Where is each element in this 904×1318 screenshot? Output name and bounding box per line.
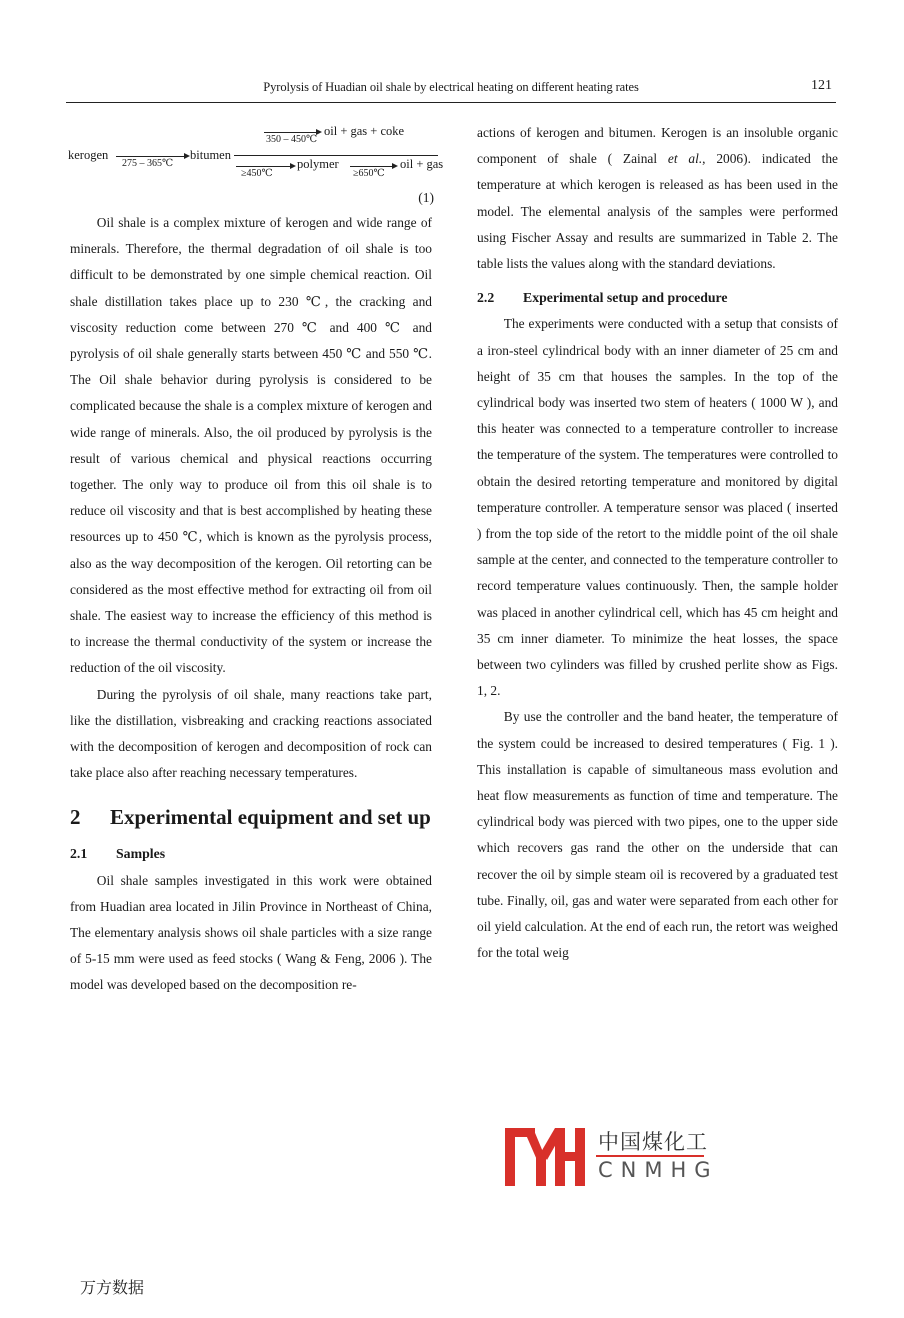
watermark-divider (596, 1155, 704, 1157)
header-rule (66, 102, 836, 103)
cnmhg-logo-icon (503, 1122, 587, 1186)
equation-number: (1) (418, 190, 434, 205)
text-run: , 2006). indicated the temperature at which kerogen is released as has been used in the model. The elemental analysis of the samples were performed using Fischer Assay and results are summarized in Table 2. The table lists the values along with the standard deviations. (477, 151, 838, 272)
arrow-icon (116, 156, 188, 157)
footer-brand: 万方数据 (80, 1278, 145, 1297)
eq-branch-bottom-intermediate: polymer (297, 157, 339, 171)
running-head (66, 78, 836, 98)
watermark-logo (503, 1122, 723, 1186)
eq-branch-bottom-condition: ≥450℃ (241, 168, 273, 179)
watermark-chinese: 中国煤化工 (596, 1126, 710, 1156)
paragraph: During the pyrolysis of oil shale, many reactions take part, like the distillation, visbreaking and cracking reactions associated with the decomposition of kerogen and decomposition of rock can take place also after reaching necessary temperatures. (70, 686, 432, 781)
paragraph: Oil shale is a complex mixture of kerogen and wide range of minerals. Therefore, the thermal degradation of oil shale is too difficult to be demonstrated by one simple chemical reaction. Oil shale distillation takes place up to 230 ℃, the cracking and viscosity reduction come between 270 ℃ and 400 ℃ and pyrolysis of oil shale generally starts between 450 ℃ and 550 ℃. The Oil shale behavior during pyrolysis is considered to be complicated because the shale is a complex mixture of kerogen and wide range of minerals. Also, the oil produced by pyrolysis is the result of various chemical and physical reactions occurring together. The only way to produce oil from this oil shale is to reduce oil viscosity and that is best accomplished by heating these resources up to 450 ℃, which is known as the pyrolysis process, also as the way decomposition of the kerogen. Oil retorting can be considered as the most effective method for extracting oil from oil shale. The easiest way to increase the efficiency of this method is to increase the thermal conductivity of the system or increase the reduction of the oil viscosity. (70, 215, 432, 676)
eq-reactant: kerogen (68, 148, 109, 162)
eq-branch-bottom-condition2: ≥650℃ (353, 168, 385, 179)
arrow-icon (350, 166, 396, 167)
eq-branch-top-product: oil + gas + coke (324, 124, 405, 138)
section-number: 2 (70, 805, 81, 830)
eq-intermediate: bitumen (190, 148, 231, 162)
branch-divider (234, 155, 438, 156)
eq-branch-top-condition: 350 – 450℃ (266, 134, 318, 145)
right-column (477, 120, 838, 967)
paragraph: By use the controller and the band heater, the temperature of the system could be increased to desired temperatures ( Fig. 1 ). This installation is capable of simultaneous mass evolution and heat flow measurements as function of time and temperature. The cylindrical body was pierced with two pipes, one to the upper side which recovers gas rand the other on the underside that can recover the oil by simple steam oil is recovered by a graduated test tube. Finally, oil, gas and water were separated from each other for oil yield calculation. At the end of each run, the retort was weighed for the total weig (477, 709, 838, 961)
subsection-number: 2.1 (70, 846, 88, 862)
paragraph: Oil shale samples investigated in this work were obtained from Huadian area located in Jilin Province in Northeast of China, The elementary analysis shows oil shale particles with a size range of 5-15 mm were used as feed stocks ( Wang & Feng, 2006 ). The model was developed based on the decomposition re- (70, 872, 432, 993)
subsection-heading (70, 841, 432, 867)
text-run: actions of kerogen and bitumen. Kerogen is an insoluble organic component of shale ( Zainal (477, 125, 838, 167)
citation-etal: et al. (667, 151, 703, 167)
subsection-number: 2.2 (477, 290, 495, 306)
reaction-equation (66, 122, 444, 212)
section-title: Experimental equipment and set up (110, 805, 431, 830)
eq-branch-bottom-product: oil + gas (400, 157, 444, 171)
arrow-icon (236, 166, 294, 167)
section-heading (70, 802, 432, 833)
subsection-heading (477, 285, 838, 311)
page-number: 121 (811, 78, 832, 93)
left-column (70, 210, 432, 999)
paragraph (477, 120, 838, 277)
subsection-title: Samples (116, 846, 166, 862)
arrow-icon (264, 132, 320, 133)
paragraph: The experiments were conducted with a setup that consists of a iron-steel cylindrical body with an inner diameter of 25 cm and height of 35 cm that houses the samples. In the top of the cylindrical body was inserted two stem of heaters ( 1000 W ), and this heater was connected to a temperature controller to increase the temperature of the system. The temperatures were controlled to obtain the desired retorting temperature and monitored by digital temperature controller. A temperature sensor was placed ( inserted ) from the top side of the retort to the middle point of the oil shale sample at the center, and connected to the temperature controller to record temperature values continuously. Then, the sample holder was placed in another cylindrical cell, which has 45 cm height and 35 cm inner diameter. To minimize the heat losses, the space between two cylinders was filled by crushed perlite show as Figs. 1, 2. (477, 316, 838, 699)
subsection-title: Experimental setup and procedure (523, 290, 728, 306)
running-title: Pyrolysis of Huadian oil shale by electrical heating on different heating rates (263, 80, 639, 94)
eq-step1-condition: 275 – 365℃ (122, 158, 174, 169)
watermark-english: CNMHG (598, 1158, 719, 1182)
